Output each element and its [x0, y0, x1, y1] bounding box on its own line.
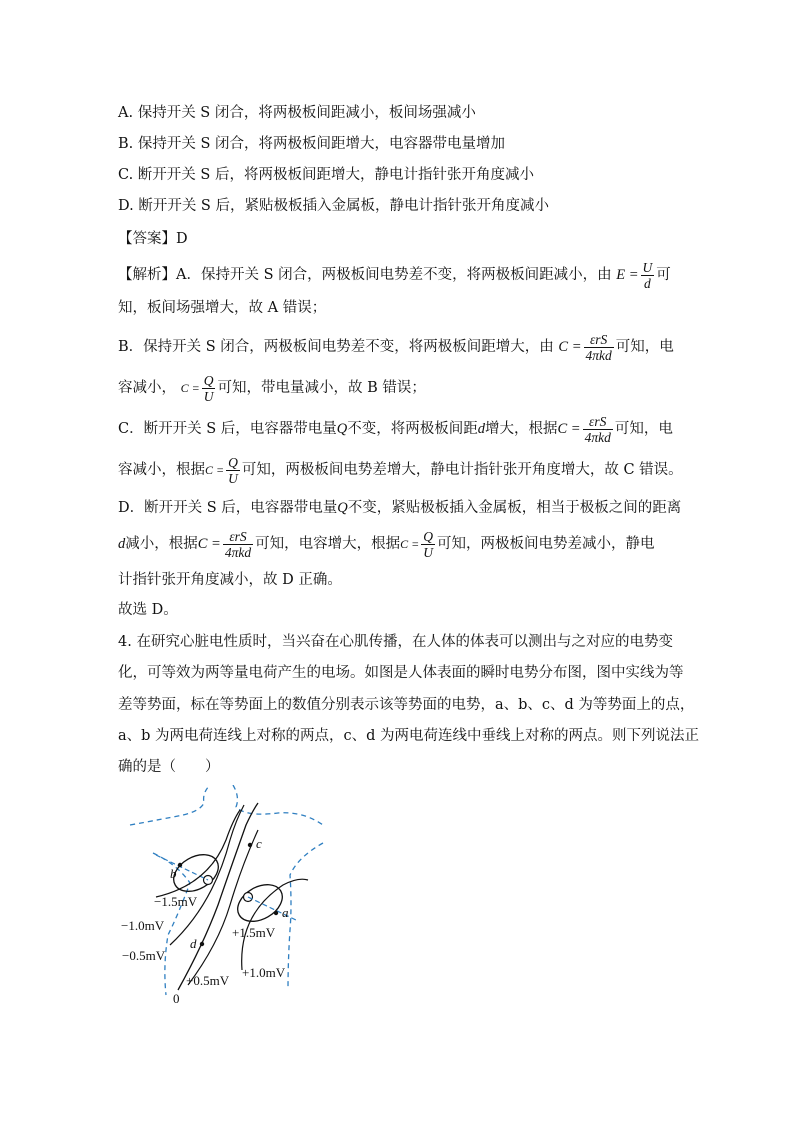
fraction-numerator: Q	[228, 454, 238, 470]
analysis-text: 增大，根据	[484, 421, 558, 437]
formula-q-fraction	[202, 373, 216, 404]
formula-e-lhs: E =	[616, 267, 639, 283]
analysis-a-line2: 知，板间场强增大，故 A 错误；	[118, 300, 327, 316]
label-zero: 0	[173, 991, 180, 1006]
formula-c-fraction	[584, 332, 614, 363]
option-a: A. 保持开关 S 闭合，将两极板间距减小，板间场强减小	[118, 105, 476, 121]
analysis-text: 可	[656, 267, 671, 283]
analysis-text: 容减小，根据	[118, 462, 205, 478]
equipotential-neg-1.0	[156, 810, 240, 897]
analysis-text: 不变，紧贴极板插入金属板，相当于极板之间的距离	[347, 500, 682, 516]
analysis-text: 可知，电	[615, 339, 674, 355]
q-variable: Q	[336, 421, 348, 437]
equipotential-pos-1.5	[231, 877, 289, 929]
fraction-denominator: U	[423, 544, 433, 560]
analysis-text: B．保持开关 S 闭合，两极板间电势差不变，将两极板间距增大，由	[118, 339, 554, 355]
fraction-denominator: 4πkd	[224, 544, 252, 560]
fraction-numerator: U	[642, 259, 653, 275]
d-variable: d	[477, 421, 485, 437]
fraction-denominator: d	[644, 275, 651, 291]
label-pos-0.5: +0.5mV	[186, 973, 230, 988]
question4-line5: 确的是（ ）	[118, 759, 220, 775]
analysis-d-line3: 计指针张开角度减小，故 D 正确。	[118, 572, 342, 588]
analysis-text: 可知，电	[614, 421, 673, 437]
body-outline	[130, 785, 323, 825]
point-d	[200, 942, 204, 946]
formula-c-fraction	[583, 414, 613, 445]
question4-line4: a、b 为两电荷连线上对称的两点，c、d 为两电荷连线中垂线上对称的两点。则下列说法正	[118, 728, 700, 744]
equipotential-pos-0.5	[188, 830, 258, 985]
fraction-denominator: 4πkd	[584, 429, 611, 445]
point-b	[178, 863, 182, 867]
analysis-text: D．断开开关 S 后，电容器带电量	[118, 500, 338, 516]
analysis-text: 可知，电容增大，根据	[255, 536, 401, 552]
formula-c-lhs: C =	[400, 537, 420, 551]
answer: 【答案】D	[118, 231, 188, 247]
label-neg-1.0: −1.0mV	[121, 918, 165, 933]
label-pos-1.5: +1.5mV	[232, 925, 276, 940]
analysis-c-line2	[118, 453, 683, 487]
formula-q-fraction	[226, 455, 240, 486]
point-c	[248, 843, 252, 847]
label-neg-1.5: −1.5mV	[154, 894, 198, 909]
formula-c-lhs: C =	[558, 339, 582, 355]
analysis-a-line1	[118, 258, 671, 292]
question4-line1: 4. 在研究心脏电性质时，当兴奋在心肌传播，在人体的体表可以测出与之对应的电势变	[118, 634, 673, 650]
label-c: c	[256, 836, 262, 851]
fraction-denominator: U	[228, 470, 238, 486]
label-d: d	[190, 936, 197, 951]
label-a: a	[282, 905, 289, 920]
analysis-text: 不变，将两极板间距	[347, 421, 478, 437]
conclusion: 故选 D。	[118, 602, 178, 618]
analysis-text: 可知，两极板间电势差减小，静电	[436, 536, 655, 552]
analysis-b-line2	[118, 371, 426, 405]
formula-c-lhs: C =	[197, 536, 221, 552]
d-variable: d	[118, 536, 126, 552]
analysis-d-line2	[118, 526, 654, 562]
analysis-text: 【解析】A．保持开关 S 闭合，两极板间电势差不变，将两极板间距减小，由	[118, 267, 612, 283]
fraction-numerator: εrS	[223, 529, 253, 545]
fraction-numerator: Q	[423, 528, 433, 544]
fraction-numerator: εrS	[583, 414, 613, 430]
label-pos-1.0: +1.0mV	[242, 965, 286, 980]
analysis-text: 可知，两极板间电势差增大，静电计指针张开角度增大，故 C 错误。	[241, 462, 683, 478]
formula-c-lhs: C =	[205, 463, 225, 477]
formula-c-fraction	[223, 529, 253, 560]
formula-c-lhs: C =	[180, 381, 200, 395]
q-variable: Q	[337, 500, 348, 516]
formula-q-fraction	[421, 529, 435, 560]
analysis-text: 可知，带电量减小，故 B 错误；	[217, 380, 426, 396]
label-b: b	[170, 866, 177, 881]
fraction-denominator: 4πkd	[585, 347, 612, 363]
fraction-numerator: εrS	[584, 332, 614, 348]
analysis-b-line1	[118, 329, 674, 365]
analysis-c-line1	[118, 411, 673, 447]
option-d: D. 断开开关 S 后，紧贴极板插入金属板，静电计指针张开角度减小	[118, 198, 549, 214]
option-b: B. 保持开关 S 闭合，将两极板间距增大，电容器带电量增加	[118, 136, 506, 152]
charge-connection-line	[248, 897, 296, 920]
question4-line3: 差等势面，标在等势面上的数值分别表示该等势面的电势，a、b、c、d 为等势面上的点，	[118, 697, 695, 713]
label-neg-0.5: −0.5mV	[122, 948, 166, 963]
question4-line2: 化，可等效为两等量电荷产生的电场。如图是人体表面的瞬时电势分布图，图中实线为等	[118, 665, 684, 681]
analysis-d-line1	[118, 498, 681, 518]
fraction-numerator: Q	[203, 372, 214, 388]
fraction-denominator: U	[203, 388, 214, 404]
potential-distribution-figure	[118, 785, 338, 1010]
body-outline	[288, 843, 323, 990]
point-a	[274, 911, 278, 915]
option-c: C. 断开开关 S 后，将两极板间距增大，静电计指针张开角度减小	[118, 167, 534, 183]
formula-e-fraction	[641, 260, 655, 291]
formula-c-lhs: C =	[557, 421, 581, 437]
analysis-text: 减小，根据	[125, 536, 198, 552]
analysis-text: 容减小，	[118, 380, 176, 396]
analysis-text: C．断开开关 S 后，电容器带电量	[118, 421, 337, 437]
